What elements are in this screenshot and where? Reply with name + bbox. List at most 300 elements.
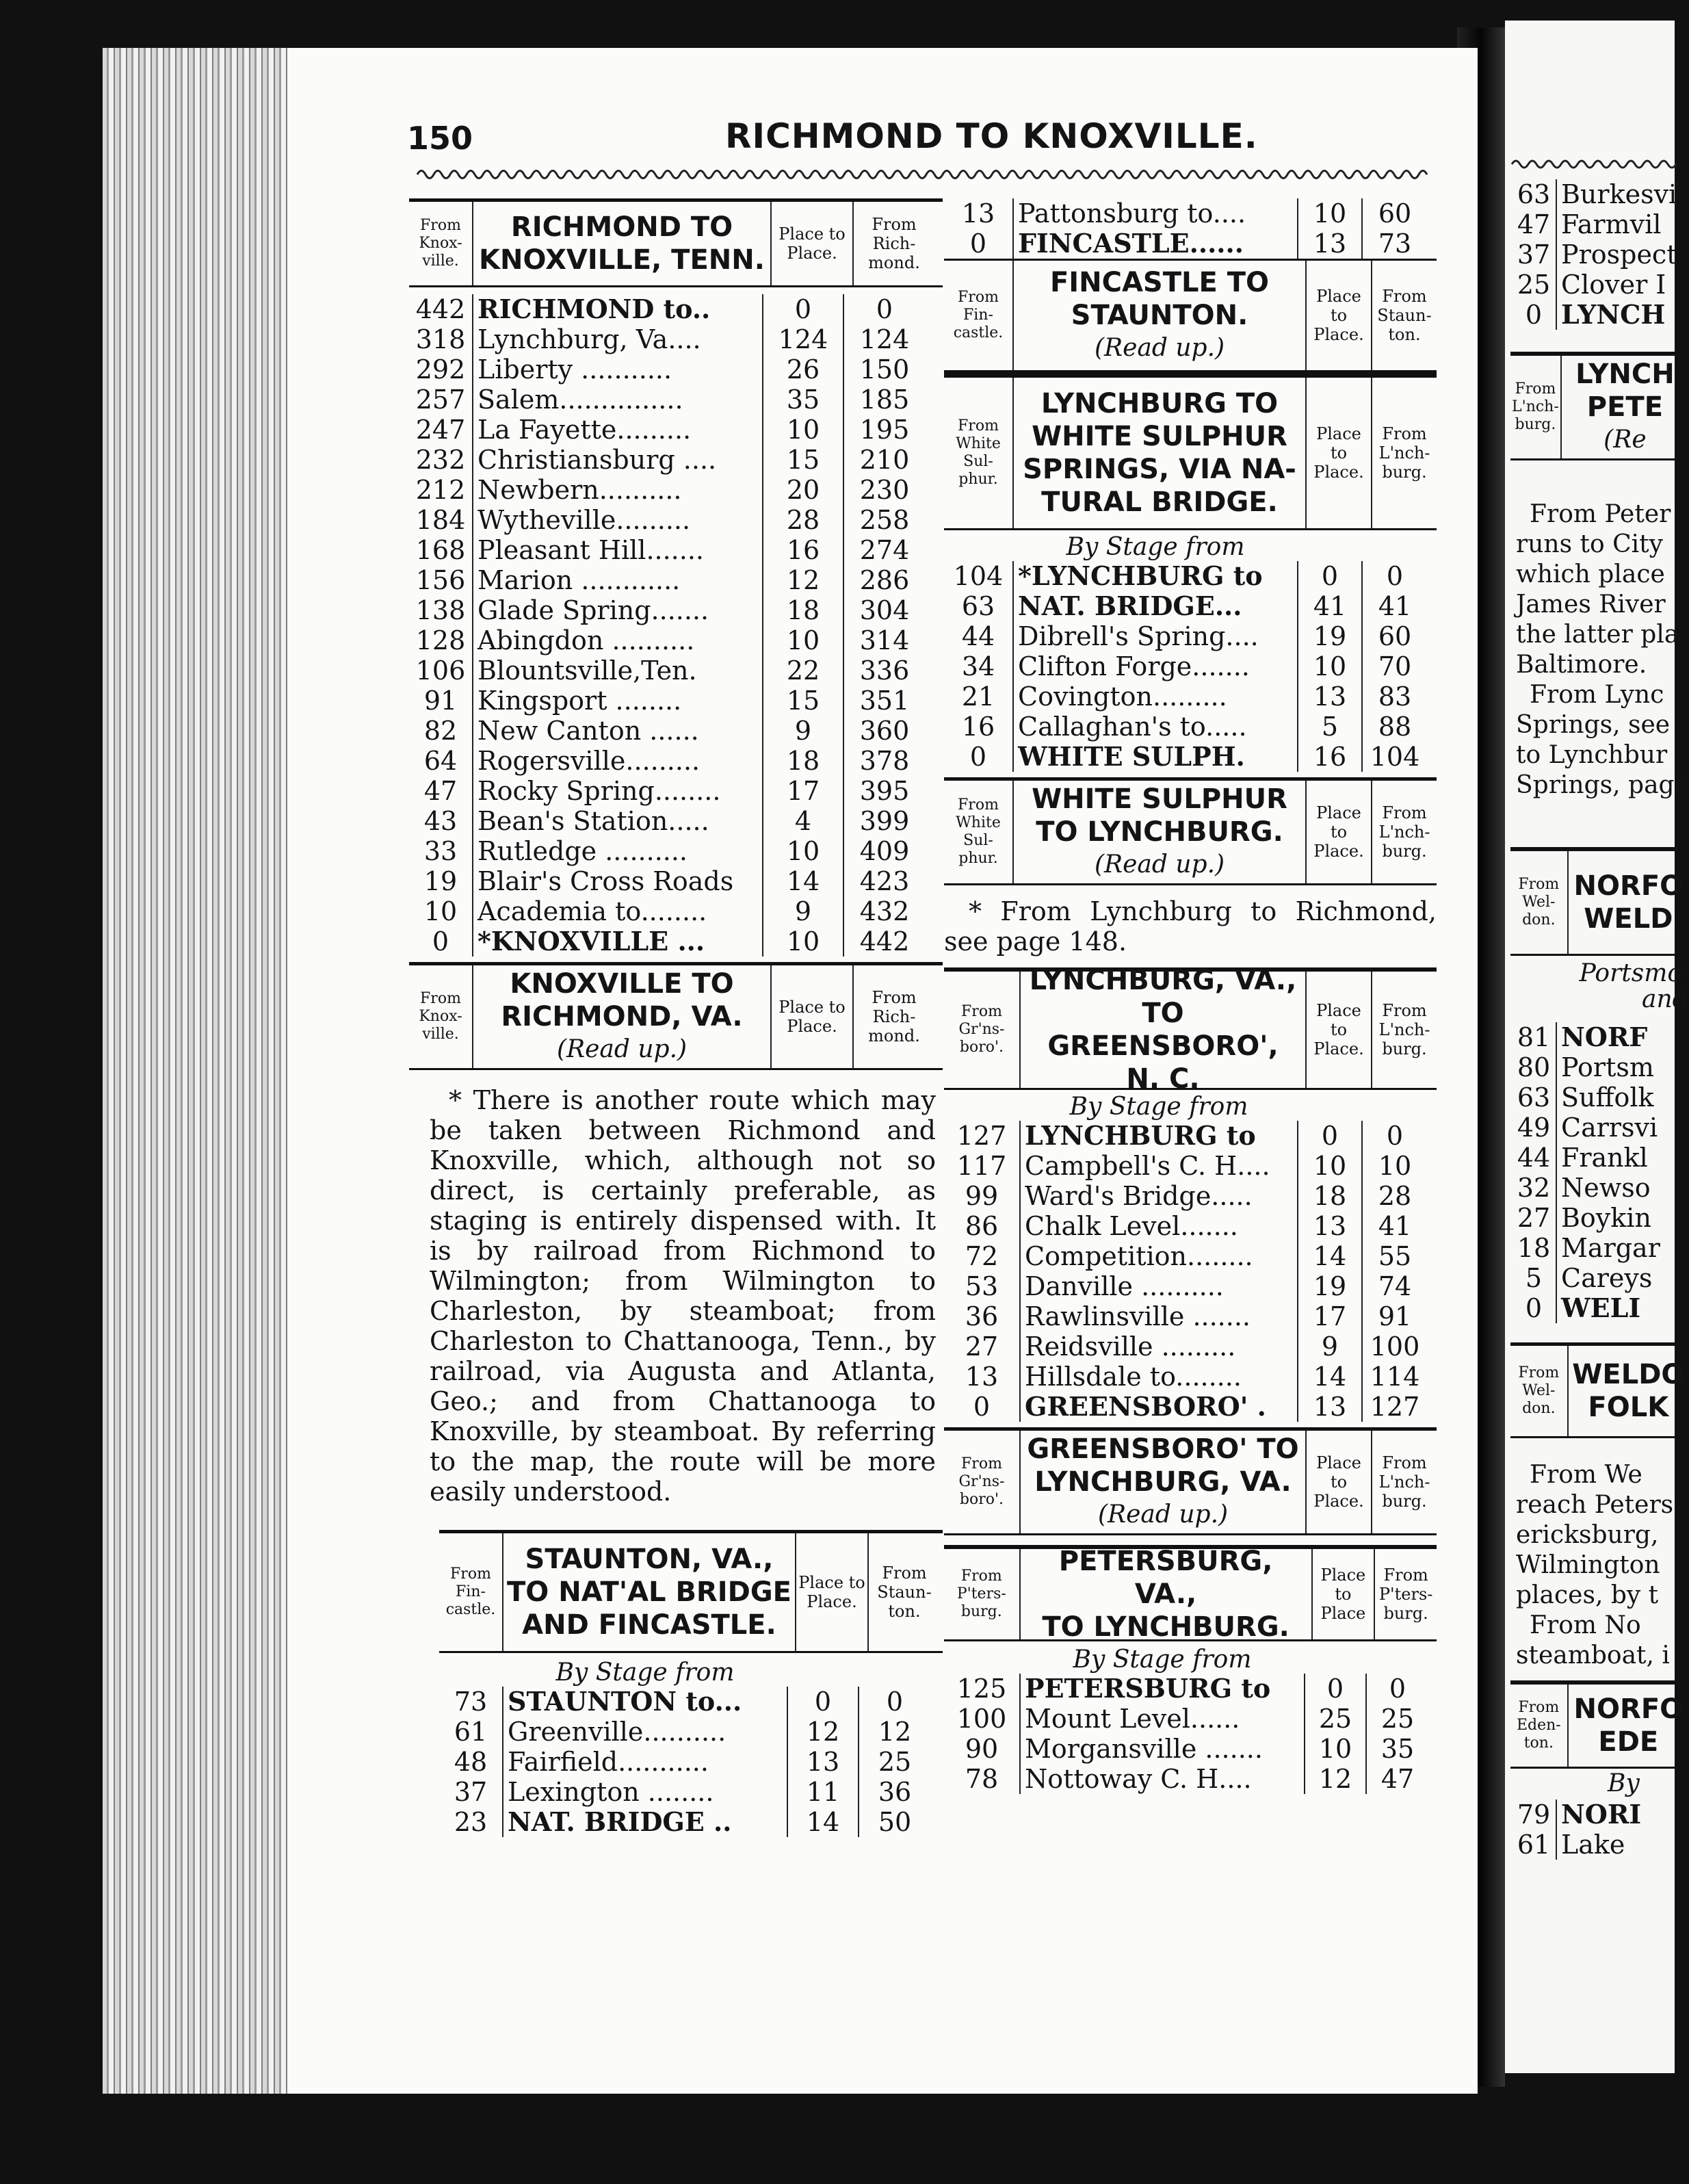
place-to-place-cell: 19 — [1298, 1271, 1363, 1301]
station-cell: Boykin — [1556, 1203, 1651, 1233]
table-row — [409, 655, 943, 686]
header-from: From Wel- don. — [1510, 851, 1569, 954]
title-line: NORFO — [1573, 1693, 1684, 1725]
place-to-place-cell: 26 — [763, 354, 844, 385]
cumulative-cell: 432 — [859, 896, 910, 926]
station-cell: Abingdon .......... — [472, 625, 763, 655]
stage-subhead — [1573, 961, 1688, 1013]
distance-cell: 80 — [1517, 1052, 1551, 1082]
cumulative-cell: 0 — [1386, 1121, 1404, 1151]
distance-cell: 90 — [965, 1734, 999, 1764]
table-row — [944, 1734, 1437, 1764]
cumulative-cell: 409 — [859, 836, 910, 866]
distance-cell: 53 — [965, 1271, 999, 1301]
place-to-place-cell: 16 — [763, 535, 844, 565]
place-to-place-cell: 10 — [1305, 1734, 1367, 1764]
page-edges — [103, 48, 301, 2094]
station-cell: STAUNTON to... — [502, 1687, 788, 1717]
table-row — [409, 776, 943, 806]
cumulative-cell: 60 — [1378, 198, 1412, 229]
cumulative-cell: 378 — [859, 746, 910, 776]
cumulative-cell: 104 — [1370, 742, 1420, 772]
header-title — [1014, 378, 1307, 528]
distance-cell: 44 — [961, 621, 995, 651]
table-row — [944, 1331, 1437, 1362]
station-cell: NAT. BRIDGE... — [1012, 591, 1298, 621]
subhead-line: Portsmo — [1579, 959, 1683, 987]
table-header-greensboro-lynchburg — [944, 1427, 1437, 1535]
distance-cell: 117 — [956, 1151, 1007, 1181]
table-row — [409, 806, 943, 836]
table-header-knoxville-richmond — [409, 962, 943, 1070]
table-row — [944, 1241, 1437, 1271]
table-richmond-knoxville — [409, 287, 943, 957]
cumulative-cell: 74 — [1378, 1271, 1412, 1301]
footnote-lynchburg-richmond: * From Lynchburg to Richmond, see page 148. — [944, 896, 1437, 957]
place-to-place-cell: 18 — [763, 746, 844, 776]
table-row — [944, 1704, 1437, 1734]
title-line: TO LYNCHBURG. — [1036, 816, 1283, 848]
station-cell: Rawlinsville ....... — [1019, 1301, 1298, 1331]
table-header-lynchburg-petersburg — [1510, 352, 1688, 460]
station-cell: GREENSBORO' . — [1019, 1392, 1298, 1422]
header-place: Place to Place. — [1307, 261, 1372, 370]
text-line: reach Peters — [1516, 1491, 1674, 1519]
station-cell: Frankl — [1556, 1143, 1648, 1173]
table-row — [944, 561, 1437, 591]
header-place: Place to Place. — [1307, 378, 1372, 528]
distance-cell: 63 — [961, 591, 995, 621]
station-cell: Margar — [1556, 1233, 1660, 1263]
station-cell: Carrsvi — [1556, 1113, 1658, 1143]
table-row — [944, 1362, 1437, 1392]
station-cell: Chalk Level....... — [1019, 1211, 1298, 1241]
station-cell: Farmvil — [1556, 209, 1661, 239]
cumulative-cell: 47 — [1380, 1764, 1415, 1794]
text-line: the latter pla — [1516, 621, 1679, 649]
read-up-note: (Read up.) — [1097, 1500, 1229, 1529]
place-to-place-cell: 10 — [1298, 1151, 1363, 1181]
station-cell: Ward's Bridge..... — [1019, 1181, 1298, 1211]
text-line: which place — [1516, 560, 1665, 588]
table-row — [409, 866, 943, 896]
header-title — [1014, 781, 1307, 883]
distance-cell: 73 — [454, 1687, 488, 1717]
station-cell: LYNCHBURG to — [1019, 1121, 1298, 1151]
cumulative-cell: 274 — [859, 535, 910, 565]
table-row — [944, 1181, 1437, 1211]
table-row — [409, 625, 943, 655]
place-to-place-cell: 28 — [763, 505, 844, 535]
distance-cell: 63 — [1517, 1082, 1551, 1113]
table-header-petersburg-lynchburg — [944, 1545, 1437, 1641]
table-row — [944, 1211, 1437, 1241]
station-cell: Lake — [1556, 1830, 1625, 1860]
cumulative-cell: 399 — [859, 806, 910, 836]
title-line: FINCASTLE TO — [1049, 267, 1270, 298]
header-place: Place to Place. — [1307, 1431, 1372, 1533]
distance-cell: 13 — [965, 1362, 999, 1392]
table-row — [409, 535, 943, 565]
table-row — [1512, 270, 1677, 300]
cumulative-cell: 100 — [1370, 1331, 1420, 1362]
paragraph-petersburg — [1516, 499, 1689, 801]
table-row — [409, 445, 943, 475]
table-row — [409, 926, 943, 957]
table-row — [1512, 1143, 1660, 1173]
cumulative-cell: 55 — [1378, 1241, 1412, 1271]
cumulative-cell: 25 — [1380, 1704, 1415, 1734]
distance-cell: 36 — [965, 1301, 999, 1331]
place-to-place-cell: 20 — [763, 475, 844, 505]
table-lynchburg-white-sulphur — [944, 561, 1437, 772]
place-to-place-cell: 35 — [763, 385, 844, 415]
title-line: LYNCHBURG, VA., — [1029, 965, 1297, 996]
place-to-place-cell: 9 — [763, 896, 844, 926]
table-row — [439, 1747, 943, 1777]
cumulative-cell: 423 — [859, 866, 910, 896]
table-row — [1512, 179, 1677, 209]
cumulative-cell: 0 — [886, 1687, 904, 1717]
distance-cell: 44 — [1517, 1143, 1551, 1173]
table-row — [409, 324, 943, 354]
cumulative-cell: 60 — [1378, 621, 1412, 651]
subhead-line: and — [1642, 985, 1688, 1013]
station-cell: Prospect — [1556, 239, 1677, 270]
table-norfolk-edenton — [1512, 1799, 1641, 1860]
place-to-place-cell: 0 — [1305, 1674, 1367, 1704]
title-line: EDE — [1598, 1726, 1659, 1758]
place-to-place-cell: 13 — [788, 1747, 859, 1777]
distance-cell: 61 — [454, 1717, 488, 1747]
text-line: From Peter — [1530, 500, 1671, 528]
table-row — [439, 1807, 943, 1837]
distance-cell: 27 — [965, 1331, 999, 1362]
station-cell: Rocky Spring........ — [472, 776, 763, 806]
place-to-place-cell: 12 — [763, 565, 844, 595]
place-to-place-cell: 41 — [1298, 591, 1363, 621]
station-cell: Nottoway C. H.... — [1019, 1764, 1305, 1794]
header-place: Place to Place. — [772, 965, 854, 1068]
header-from-staunton: From Staun- ton. — [877, 1563, 932, 1621]
table-row — [944, 712, 1437, 742]
header-from: From Gr'ns- boro'. — [944, 972, 1021, 1088]
station-cell: Newbern.......... — [472, 475, 763, 505]
station-cell: NORF — [1556, 1022, 1647, 1052]
table-row — [409, 565, 943, 595]
header-from: From White Sul- phur. — [944, 781, 1014, 883]
table-row — [1512, 1830, 1641, 1860]
table-row — [409, 354, 943, 385]
distance-cell: 64 — [423, 746, 458, 776]
cumulative-cell: 150 — [859, 354, 910, 385]
table-header-richmond-knoxville — [409, 198, 943, 287]
cumulative-cell: 25 — [878, 1747, 912, 1777]
place-to-place-cell: 14 — [763, 866, 844, 896]
station-cell: FINCASTLE...... — [1012, 229, 1298, 259]
station-cell: Reidsville ......... — [1019, 1331, 1298, 1362]
station-cell: Burkesvi — [1556, 179, 1677, 209]
distance-cell: 19 — [423, 866, 458, 896]
title-line: TO NAT'AL BRIDGE — [507, 1576, 791, 1608]
title-line: LYNCH — [1575, 359, 1675, 390]
place-to-place-cell: 13 — [1298, 681, 1363, 712]
distance-cell: 63 — [1517, 179, 1551, 209]
wavy-rule — [417, 164, 1426, 185]
running-title: RICHMOND TO KNOXVILLE. — [725, 116, 1258, 156]
title-line: KNOXVILLE TO — [510, 968, 734, 1000]
header-title — [1569, 1346, 1688, 1436]
table-row — [1512, 209, 1677, 239]
text-line: James River — [1516, 590, 1666, 619]
distance-cell: 81 — [1517, 1022, 1551, 1052]
table-row — [409, 686, 943, 716]
distance-cell: 318 — [415, 324, 466, 354]
cumulative-cell: 195 — [859, 415, 910, 445]
distance-cell: 184 — [415, 505, 466, 535]
distance-cell: 13 — [961, 198, 995, 229]
title-line: TO GREENSBORO', — [1047, 998, 1279, 1062]
cumulative-cell: 230 — [859, 475, 910, 505]
title-line: NORFO — [1573, 870, 1684, 902]
distance-cell: 104 — [953, 561, 1004, 591]
distance-cell: 18 — [1517, 1233, 1551, 1263]
station-cell: Newso — [1556, 1173, 1651, 1203]
table-row — [409, 716, 943, 746]
place-to-place-cell: 25 — [1305, 1704, 1367, 1734]
header-from-staunton: From Staun- ton. — [1377, 287, 1432, 344]
cumulative-cell: 91 — [1378, 1301, 1412, 1331]
title-line: GREENSBORO' TO — [1027, 1433, 1299, 1465]
place-to-place-cell: 19 — [1298, 621, 1363, 651]
station-cell: La Fayette......... — [472, 415, 763, 445]
table-header-staunton — [439, 1530, 943, 1653]
header-from-richmond: From Rich- mond. — [868, 215, 920, 272]
cumulative-cell: 41 — [1378, 1211, 1412, 1241]
table-continuation — [1512, 179, 1677, 330]
place-to-place-cell: 10 — [763, 415, 844, 445]
place-to-place-cell: 18 — [1298, 1181, 1363, 1211]
distance-cell: 99 — [965, 1181, 999, 1211]
distance-cell: 21 — [961, 681, 995, 712]
header-title — [1569, 1685, 1688, 1767]
footnote-alternate-route: * There is another route which may be taken between Richmond and Knoxville, which, although not so direct, is certainly preferable, as staging is entirely dispensed with. It is by railroad from Richmond to Wilmington; from Wilmington to Charleston, by steamboat; from Charleston to Chattanooga, Tenn., by railroad, via Augusta and Atlanta, Geo.; and from Chattanooga to Knoxville, by steamboat. By referring to the map, the route will be more easily understood. — [430, 1085, 936, 1507]
place-to-place-cell: 0 — [1298, 561, 1363, 591]
title-line: PETERSBURG, VA., — [1058, 1546, 1273, 1610]
text-line: to Lynchbur — [1516, 741, 1668, 769]
distance-cell: 5 — [1525, 1263, 1543, 1293]
table-row — [409, 385, 943, 415]
title-line: SPRINGS, VIA NA- — [1023, 454, 1296, 485]
distance-cell: 47 — [423, 776, 458, 806]
table-rows — [439, 1687, 943, 1837]
station-cell: Academia to........ — [472, 896, 763, 926]
cumulative-cell: 41 — [1378, 591, 1412, 621]
distance-cell: 0 — [973, 1392, 991, 1422]
station-cell: Blountsville,Ten. — [472, 655, 763, 686]
station-cell: WELI — [1556, 1293, 1640, 1323]
table-header-norfolk-edenton — [1510, 1680, 1688, 1769]
table-row — [944, 1151, 1437, 1181]
table-row — [944, 1764, 1437, 1794]
station-cell: Suffolk — [1556, 1082, 1654, 1113]
distance-cell: 82 — [423, 716, 458, 746]
text-line: From No — [1530, 1611, 1641, 1639]
place-to-place-cell: 10 — [763, 836, 844, 866]
place-to-place-cell: 22 — [763, 655, 844, 686]
distance-cell: 156 — [415, 565, 466, 595]
table-header-white-sulphur-lynchburg — [944, 777, 1437, 885]
header-from: From Eden- ton. — [1510, 1685, 1569, 1767]
table-row — [1512, 300, 1677, 330]
cumulative-cell: 10 — [1378, 1151, 1412, 1181]
cumulative-cell: 185 — [859, 385, 910, 415]
place-to-place-cell: 14 — [1298, 1362, 1363, 1392]
station-cell: Kingsport ........ — [472, 686, 763, 716]
header-title — [1569, 851, 1688, 954]
distance-cell: 292 — [415, 354, 466, 385]
header-from: From L'nch- burg. — [1510, 356, 1562, 458]
station-cell: Mount Level...... — [1019, 1704, 1305, 1734]
place-to-place-cell: 13 — [1298, 229, 1363, 259]
distance-cell: 168 — [415, 535, 466, 565]
text-line: steamboat, i — [1516, 1641, 1670, 1669]
title-line: WHITE SULPHUR — [1032, 783, 1287, 815]
header-place: Place to Place. — [772, 202, 854, 285]
station-cell: NORI — [1556, 1799, 1641, 1830]
distance-cell: 106 — [415, 655, 466, 686]
distance-cell: 61 — [1517, 1830, 1551, 1860]
place-to-place-cell: 9 — [1298, 1331, 1363, 1362]
table-row — [944, 1271, 1437, 1301]
table-norfolk-weldon — [1512, 1022, 1660, 1323]
distance-cell: 79 — [1517, 1799, 1551, 1830]
place-to-place-cell: 14 — [1298, 1241, 1363, 1271]
table-lynchburg-greensboro — [944, 1121, 1437, 1422]
place-to-place-cell: 10 — [1298, 198, 1363, 229]
station-cell: Hillsdale to........ — [1019, 1362, 1298, 1392]
table-row — [1512, 1052, 1660, 1082]
table-petersburg-lynchburg — [944, 1674, 1437, 1794]
table-row — [944, 1121, 1437, 1151]
right-page — [1505, 21, 1689, 2073]
table-continuation — [944, 198, 1437, 259]
table-row — [944, 621, 1437, 651]
distance-cell: 37 — [454, 1777, 488, 1807]
distance-cell: 34 — [961, 651, 995, 681]
header-from: From Knox- ville. — [409, 202, 473, 285]
cumulative-cell: 286 — [859, 565, 910, 595]
table-header-lynchburg-greensboro — [944, 965, 1437, 1095]
header-from-petersburg: From P'ters- burg. — [1378, 1565, 1433, 1623]
station-cell: *KNOXVILLE ... — [472, 926, 763, 957]
station-cell: NAT. BRIDGE .. — [502, 1807, 788, 1837]
table-row — [439, 1687, 943, 1717]
table-row — [409, 415, 943, 445]
distance-cell: 32 — [1517, 1173, 1551, 1203]
title-line: RICHMOND TO — [510, 211, 733, 243]
header-from-lynchburg: From L'nch- burg. — [1378, 803, 1430, 861]
table-row — [1512, 1203, 1660, 1233]
text-line: From Lync — [1530, 681, 1664, 709]
table-row — [944, 229, 1437, 259]
header-title — [1021, 1546, 1313, 1643]
station-cell: Clover I — [1556, 270, 1666, 300]
station-cell: Rogersville......... — [472, 746, 763, 776]
title-line: TO LYNCHBURG. — [1042, 1611, 1289, 1643]
distance-cell: 16 — [961, 712, 995, 742]
place-to-place-cell: 16 — [1298, 742, 1363, 772]
title-line: WHITE SULPHUR — [1032, 421, 1287, 452]
cumulative-cell: 351 — [859, 686, 910, 716]
title-line: AND FINCASTLE. — [522, 1609, 776, 1641]
header-from: From Fin- castle. — [439, 1533, 503, 1651]
cumulative-cell: 70 — [1378, 651, 1412, 681]
place-to-place-cell: 10 — [1298, 651, 1363, 681]
column-middle — [944, 198, 1437, 1794]
header-from: From Knox- ville. — [409, 965, 473, 1068]
table-header-weldon-norfolk — [1510, 1342, 1688, 1438]
distance-cell: 212 — [415, 475, 466, 505]
table-row — [944, 198, 1437, 229]
cumulative-cell: 442 — [859, 926, 910, 957]
distance-cell: 37 — [1517, 239, 1551, 270]
distance-cell: 138 — [415, 595, 466, 625]
table-row — [1512, 1293, 1660, 1323]
table-row — [1512, 1233, 1660, 1263]
read-up-note: (Re — [1603, 426, 1647, 454]
table-row — [1512, 1173, 1660, 1203]
cumulative-cell: 114 — [1370, 1362, 1420, 1392]
table-staunton — [439, 1653, 943, 1837]
text-line: Baltimore. — [1516, 651, 1647, 679]
header-place: Place to Place. — [1307, 781, 1372, 883]
place-to-place-cell: 12 — [1305, 1764, 1367, 1794]
paragraph-weldon — [1516, 1460, 1673, 1671]
place-to-place-cell: 5 — [1298, 712, 1363, 742]
distance-cell: 0 — [432, 926, 449, 957]
header-from: From White Sul- phur. — [944, 378, 1014, 528]
place-to-place-cell: 14 — [788, 1807, 859, 1837]
header-title — [473, 202, 772, 285]
cumulative-cell: 210 — [859, 445, 910, 475]
header-from: From Gr'ns- boro'. — [944, 1431, 1021, 1533]
header-from-richmond: From Rich- mond. — [868, 988, 920, 1045]
header-title — [1021, 1431, 1307, 1533]
station-cell: LYNCH — [1556, 300, 1665, 330]
title-line: LYNCHBURG TO — [1040, 388, 1279, 419]
distance-cell: 10 — [423, 896, 458, 926]
table-row — [1512, 1263, 1660, 1293]
station-cell: New Canton ...... — [472, 716, 763, 746]
text-line: Wilmington — [1516, 1551, 1660, 1579]
station-cell: PETERSBURG to — [1019, 1674, 1305, 1704]
text-line: ericksburg, — [1516, 1521, 1659, 1549]
table-header-lynchburg-white-sulphur — [944, 372, 1437, 530]
place-to-place-cell: 17 — [763, 776, 844, 806]
table-header-fincastle-staunton — [944, 259, 1437, 372]
place-to-place-cell: 17 — [1298, 1301, 1363, 1331]
table-row — [1512, 1082, 1660, 1113]
table-row — [409, 896, 943, 926]
station-cell: Dibrell's Spring.... — [1012, 621, 1298, 651]
distance-cell: 442 — [415, 294, 466, 324]
distance-cell: 78 — [965, 1764, 999, 1794]
station-cell: *LYNCHBURG to — [1012, 561, 1298, 591]
distance-cell: 72 — [965, 1241, 999, 1271]
cumulative-cell: 0 — [1386, 561, 1404, 591]
cumulative-cell: 336 — [859, 655, 910, 686]
